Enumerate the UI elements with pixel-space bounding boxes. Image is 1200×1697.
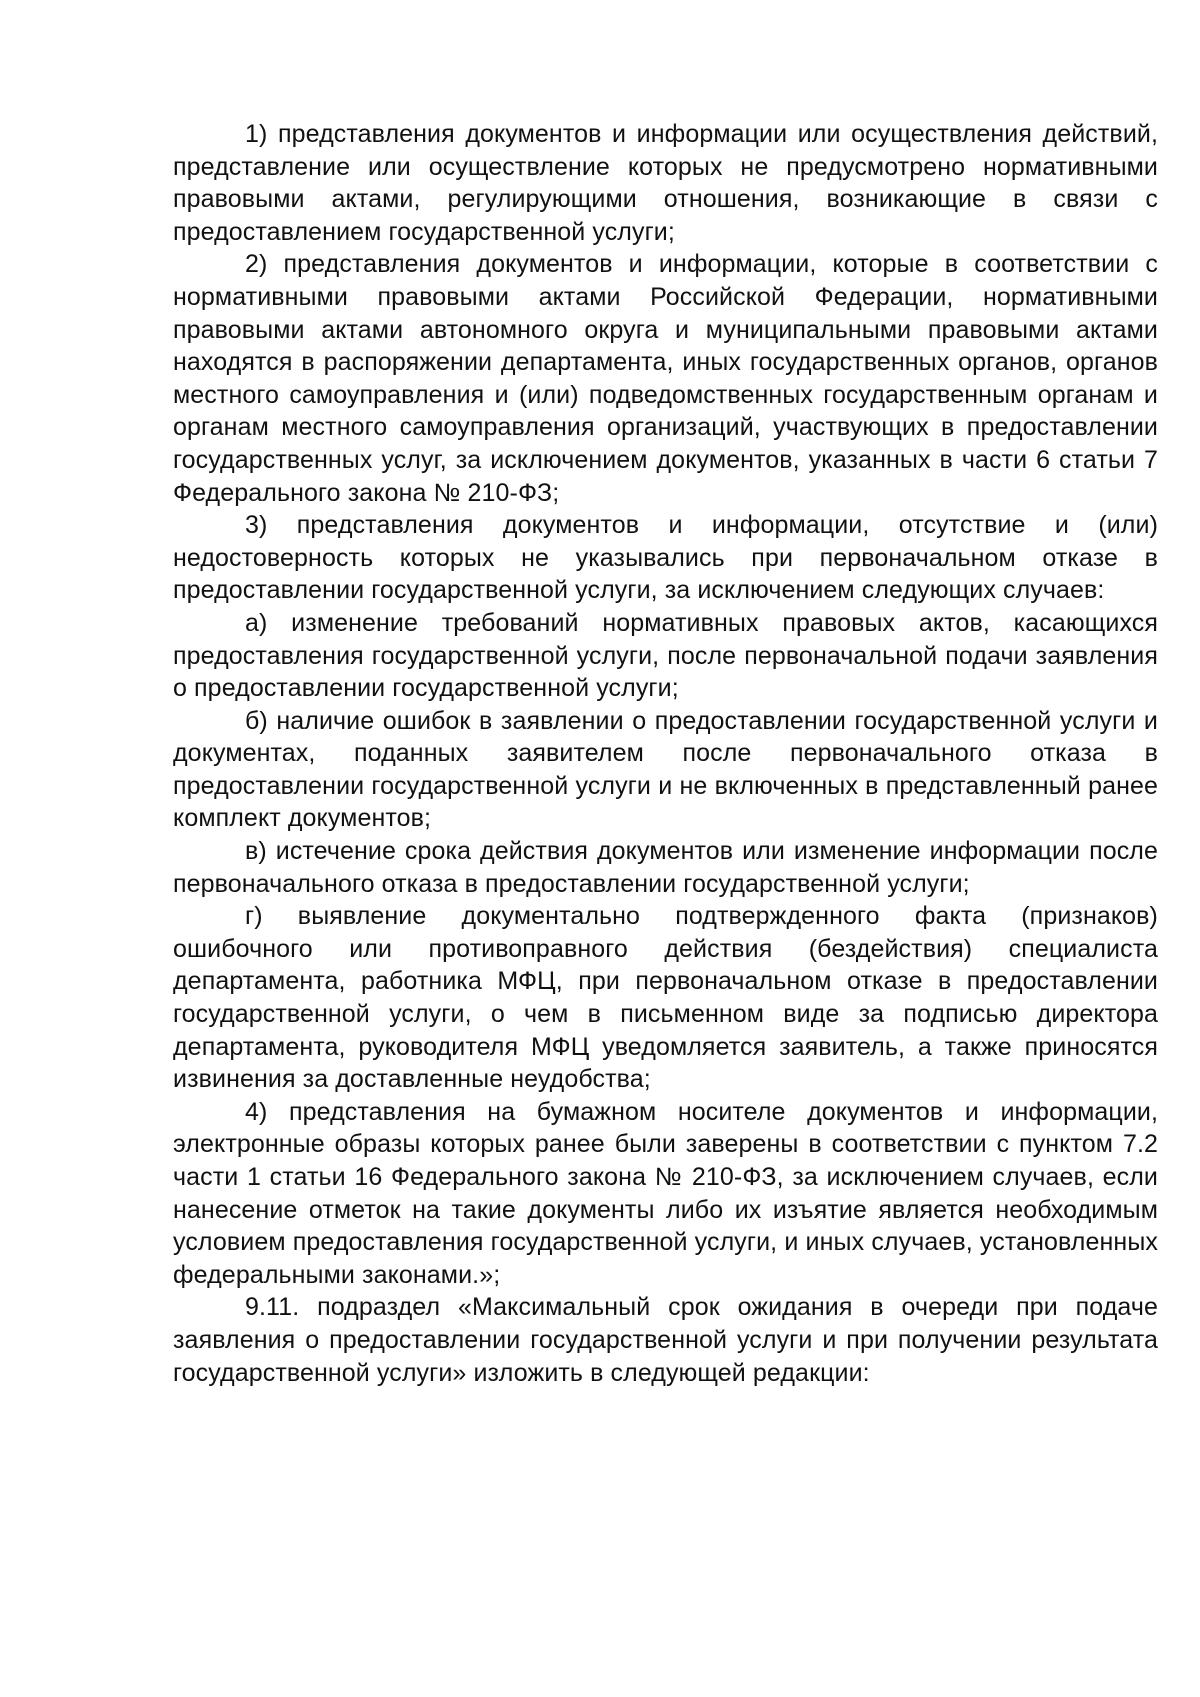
paragraph-subitem-a: а) изменение требований нормативных правовых актов, касающихся предоставления государственной услуги, после первоначальной подачи заявления о предоставлении государственной услуги;	[173, 608, 1158, 703]
paragraph-section-9-11: 9.11. подраздел «Максимальный срок ожидания в очереди при подаче заявления о предоставлении государственной услуги и при получении результата государственной услуги» изложить в следующей редакции:	[173, 1293, 1158, 1387]
paragraph-item-4: 4) представления на бумажном носителе документов и информации, электронные образы которых ранее были заверены в соответствии с пунктом 7.2 части 1 статьи 16 Федерального закона № 210-ФЗ, за исключением случаев, если нанесение отметок на такие документы либо их изъятие является необходимым условием предоставления государственной услуги, и иных случаев, установленных федеральными законами.»;	[173, 1097, 1158, 1289]
paragraph-subitem-b: б) наличие ошибок в заявлении о предоставлении государственной услуги и документах, поданных заявителем после первоначального отказа в предоставлении государственной услуги и не включенных в представленный ранее комплект документов;	[173, 706, 1158, 833]
paragraph-item-2: 2) представления документов и информации, которые в соответствии с нормативными правовыми актами Российской Федерации, нормативными правовыми актами автономного округа и муниципальными правовыми актами находятся в распоряжении департамента, иных государственных органов, органов местного самоуправления и (или) подведомственных государственным органам и органам местного самоуправления организаций, участвующих в предоставлении государственных услуг, за исключением документов, указанных в части 6 статьи 7 Федерального закона № 210-ФЗ;	[173, 250, 1158, 507]
paragraph-subitem-v: в) истечение срока действия документов или изменение информации после первоначального отказа в предоставлении государственной услуги;	[173, 837, 1158, 898]
paragraph-subitem-g: г) выявление документально подтвержденного факта (признаков) ошибочного или противоправного действия (бездействия) специалиста департамента, работника МФЦ, при первоначальном отказе в предоставлении государственной услуги, о чем в письменном виде за подписью директора департамента, руководителя МФЦ уведомляется заявитель, а также приносятся извинения за доставленные неудобства;	[173, 902, 1158, 1094]
paragraph-item-3: 3) представления документов и информации, отсутствие и (или) недостоверность которых не указывались при первоначальном отказе в предоставлении государственной услуги, за исключением следующих случаев:	[173, 511, 1158, 605]
document-page	[173, 118, 1158, 1389]
paragraph-item-1: 1) представления документов и информации или осуществления действий, представление или осуществление которых не предусмотрено нормативными правовыми актами, регулирующими отношения, возникающие в связи с предоставлением государственной услуги;	[173, 120, 1158, 246]
